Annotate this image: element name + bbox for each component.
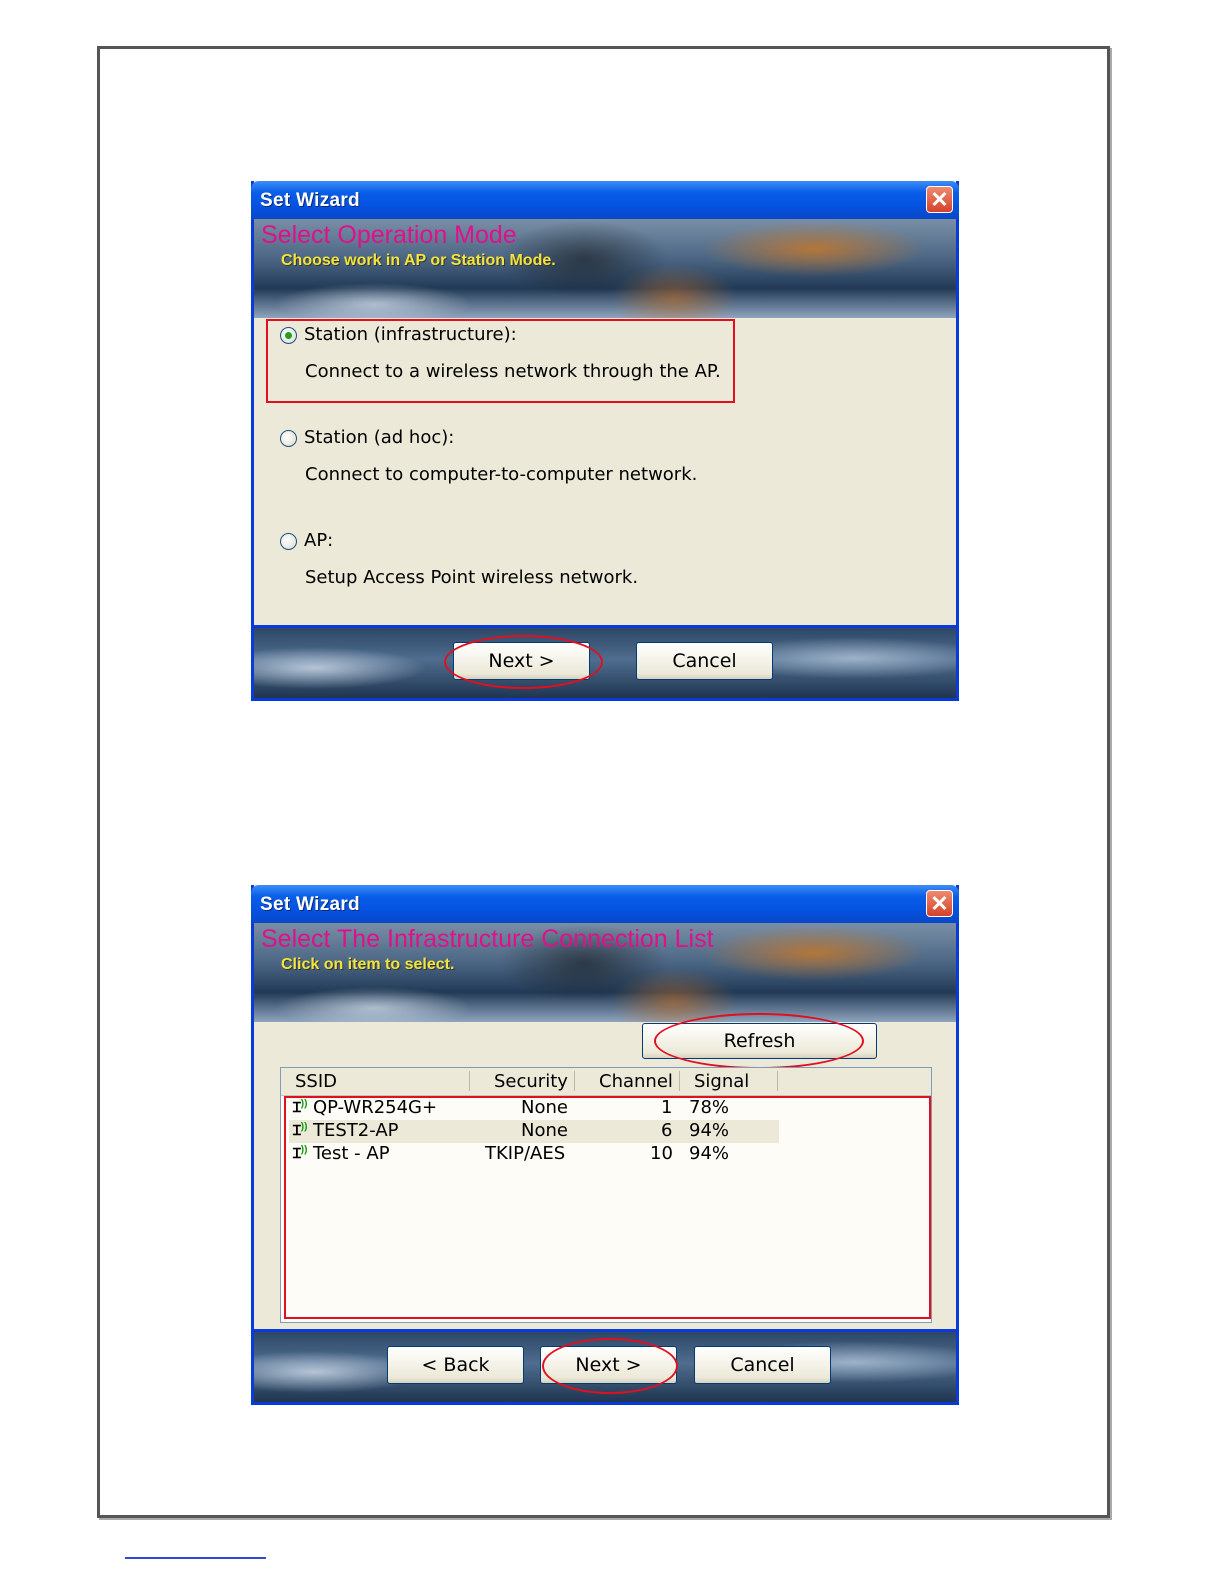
window-title: Set Wizard: [260, 894, 360, 915]
antenna-icon: Ɪ)): [293, 1121, 308, 1138]
highlight-ellipse-next: [444, 635, 603, 689]
column-header-signal[interactable]: Signal: [694, 1071, 750, 1092]
option-desc-ap: Setup Access Point wireless network.: [305, 567, 639, 588]
signal-cell: 94%: [689, 1120, 730, 1141]
highlight-ellipse-refresh: [654, 1013, 864, 1069]
set-wizard-dialog-connection-list: [251, 885, 959, 1405]
close-button[interactable]: [926, 890, 953, 917]
security-cell: None: [521, 1097, 568, 1118]
banner-title: Select Operation Mode: [261, 221, 517, 249]
back-button[interactable]: < Back: [387, 1346, 524, 1384]
radio-station-adhoc[interactable]: [280, 430, 297, 447]
wizard-banner: [254, 923, 956, 1022]
channel-cell: 1: [661, 1097, 673, 1118]
radio-ap[interactable]: [280, 533, 297, 550]
column-header-ssid[interactable]: SSID: [295, 1071, 338, 1092]
option-label-station-infrastructure[interactable]: Station (infrastructure):: [304, 324, 517, 345]
antenna-icon: Ɪ)): [293, 1098, 308, 1115]
button-bar: [254, 625, 956, 698]
ssid-cell: TEST2-AP: [313, 1120, 399, 1141]
close-button[interactable]: [926, 186, 953, 213]
option-label-ap[interactable]: AP:: [304, 530, 334, 551]
window-title: Set Wizard: [260, 190, 360, 211]
column-header-channel[interactable]: Channel: [599, 1071, 673, 1092]
signal-cell: 78%: [689, 1097, 730, 1118]
highlight-box-network-list: [284, 1096, 931, 1319]
channel-cell: 6: [661, 1120, 673, 1141]
cancel-button[interactable]: Cancel: [694, 1346, 831, 1384]
column-separator[interactable]: [679, 1071, 680, 1091]
title-bar[interactable]: [251, 885, 959, 923]
next-button[interactable]: Next >: [540, 1346, 677, 1384]
wizard-banner: [254, 219, 956, 318]
title-bar[interactable]: [251, 181, 959, 219]
security-cell: None: [521, 1120, 568, 1141]
highlight-box-station-option: [266, 319, 735, 403]
cancel-button[interactable]: Cancel: [636, 642, 773, 680]
antenna-icon: Ɪ)): [293, 1144, 308, 1161]
channel-cell: 10: [650, 1143, 673, 1164]
column-separator[interactable]: [777, 1071, 778, 1091]
option-desc-station-infrastructure: Connect to a wireless network through the AP.: [305, 361, 721, 382]
banner-subtitle: Click on item to select.: [281, 956, 455, 973]
highlight-ellipse-next: [542, 1338, 678, 1394]
security-cell: TKIP/AES: [485, 1143, 566, 1164]
button-bar: [254, 1329, 956, 1402]
column-separator[interactable]: [469, 1071, 470, 1091]
option-desc-station-adhoc: Connect to computer-to-computer network.: [305, 464, 698, 485]
option-label-station-adhoc[interactable]: Station (ad hoc):: [304, 427, 455, 448]
set-wizard-dialog-operation-mode: [251, 181, 959, 701]
next-button[interactable]: Next >: [453, 642, 590, 680]
list-header: [281, 1068, 931, 1096]
close-icon: ✕: [930, 187, 949, 212]
footer-rule: [125, 1557, 266, 1559]
refresh-button[interactable]: Refresh: [642, 1023, 877, 1059]
banner-subtitle: Choose work in AP or Station Mode.: [281, 252, 556, 269]
ssid-cell: QP-WR254G+: [313, 1097, 438, 1118]
ssid-cell: Test - AP: [313, 1143, 390, 1164]
banner-title: Select The Infrastructure Connection List: [261, 925, 714, 953]
column-header-security[interactable]: Security: [494, 1071, 568, 1092]
close-icon: ✕: [930, 891, 949, 916]
signal-cell: 94%: [689, 1143, 730, 1164]
column-separator[interactable]: [574, 1071, 575, 1091]
